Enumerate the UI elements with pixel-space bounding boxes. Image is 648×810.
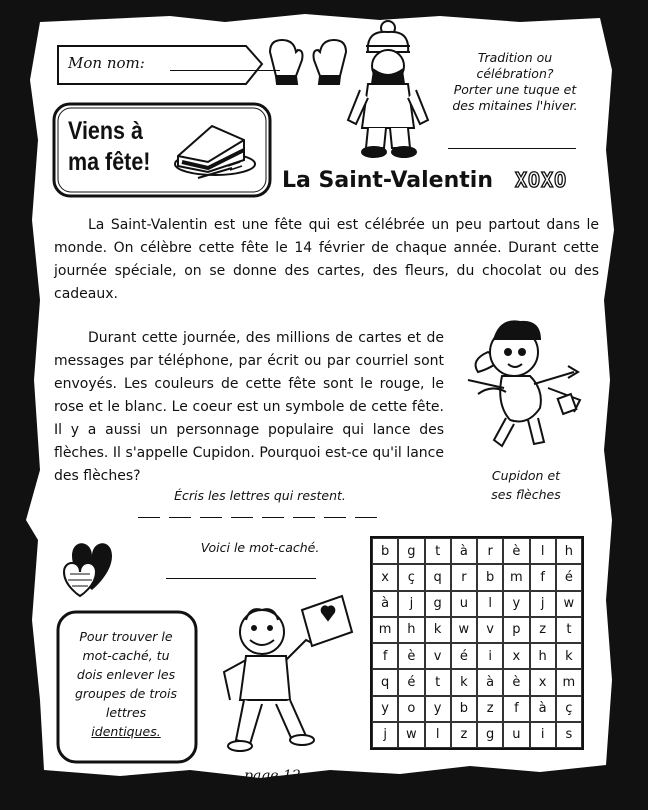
grid-cell[interactable]: q: [425, 564, 451, 590]
xoxo-label: XOXO: [515, 168, 568, 192]
grid-cell[interactable]: é: [556, 564, 582, 590]
answer-blank[interactable]: [138, 515, 160, 518]
cupid-caption: [468, 466, 584, 504]
hint-line: mot-caché, tu: [82, 648, 170, 663]
cupid-illustration: [468, 321, 580, 446]
party-banner: [52, 102, 272, 198]
grid-cell[interactable]: b: [451, 696, 477, 722]
grid-cell[interactable]: j: [372, 722, 398, 748]
mittens-icon: [270, 40, 346, 84]
grid-cell[interactable]: à: [477, 669, 503, 695]
grid-cell[interactable]: t: [556, 617, 582, 643]
party-title: [68, 116, 163, 178]
grid-cell[interactable]: é: [451, 643, 477, 669]
grid-cell[interactable]: l: [530, 538, 556, 564]
grid-cell[interactable]: x: [530, 669, 556, 695]
grid-cell[interactable]: v: [477, 617, 503, 643]
answer-blanks: [138, 515, 377, 518]
paragraph-intro-text: La Saint-Valentin est une fête qui est célébrée un peu partout dans le monde. On célèbre cette fête le 14 février de chaque année. Durant cette journée spéciale, on se donne des cartes, des fleurs, du chocolat ou des cadeaux.: [54, 217, 599, 302]
grid-cell[interactable]: ç: [398, 564, 424, 590]
grid-cell[interactable]: j: [398, 591, 424, 617]
grid-cell[interactable]: à: [451, 538, 477, 564]
grid-cell[interactable]: y: [372, 696, 398, 722]
hidden-word-label: Voici le mot-caché.: [200, 540, 320, 555]
page-title: La Saint-Valentin: [282, 168, 493, 193]
grid-cell[interactable]: p: [503, 617, 529, 643]
answer-blank[interactable]: [262, 515, 284, 518]
hint-line: groupes de trois: [74, 686, 178, 701]
grid-cell[interactable]: x: [372, 564, 398, 590]
name-tag: [50, 40, 260, 90]
grid-cell[interactable]: u: [451, 591, 477, 617]
tradition-answer-line[interactable]: [448, 148, 576, 149]
grid-cell[interactable]: u: [503, 722, 529, 748]
name-input-line[interactable]: [170, 70, 280, 71]
tradition-line: Tradition ou: [477, 50, 553, 65]
party-title-line1: Viens à: [68, 117, 143, 145]
grid-cell[interactable]: b: [372, 538, 398, 564]
grid-cell[interactable]: g: [425, 591, 451, 617]
grid-cell[interactable]: q: [372, 669, 398, 695]
grid-cell[interactable]: m: [372, 617, 398, 643]
grid-cell[interactable]: w: [556, 591, 582, 617]
grid-cell[interactable]: f: [530, 564, 556, 590]
cupid-caption-line1: Cupidon et: [491, 468, 561, 483]
winter-kid-illustration: [348, 21, 428, 157]
letter-grid: [370, 536, 584, 750]
tradition-line: célébration?: [476, 66, 554, 81]
grid-cell[interactable]: k: [556, 643, 582, 669]
grid-cell[interactable]: è: [503, 669, 529, 695]
hearts-icon: [64, 543, 112, 596]
grid-cell[interactable]: é: [398, 669, 424, 695]
grid-cell[interactable]: m: [503, 564, 529, 590]
tradition-question: [440, 50, 590, 114]
answer-blank[interactable]: [169, 515, 191, 518]
grid-cell[interactable]: m: [556, 669, 582, 695]
answer-blank[interactable]: [231, 515, 253, 518]
answer-blank[interactable]: [293, 515, 315, 518]
paragraph-intro: [54, 214, 599, 306]
answer-blank[interactable]: [355, 515, 377, 518]
grid-cell[interactable]: w: [398, 722, 424, 748]
grid-cell[interactable]: k: [451, 669, 477, 695]
grid-cell[interactable]: l: [425, 722, 451, 748]
grid-cell[interactable]: b: [477, 564, 503, 590]
grid-cell[interactable]: h: [398, 617, 424, 643]
hint-box: [62, 615, 190, 757]
tradition-line: des mitaines l'hiver.: [452, 98, 578, 113]
grid-cell[interactable]: t: [425, 669, 451, 695]
activity-instruction: Écris les lettres qui restent.: [174, 488, 346, 503]
grid-cell[interactable]: i: [530, 722, 556, 748]
answer-blank[interactable]: [200, 515, 222, 518]
grid-cell[interactable]: l: [477, 591, 503, 617]
grid-cell[interactable]: è: [398, 643, 424, 669]
grid-cell[interactable]: y: [425, 696, 451, 722]
hint-line-underlined: identiques.: [91, 724, 161, 739]
grid-cell[interactable]: o: [398, 696, 424, 722]
page-number: page 12: [244, 768, 301, 784]
grid-cell[interactable]: à: [372, 591, 398, 617]
hint-text: [70, 627, 182, 741]
grid-cell[interactable]: è: [503, 538, 529, 564]
grid-cell[interactable]: g: [477, 722, 503, 748]
hint-line: lettres: [105, 705, 147, 720]
paragraph-details-text: Durant cette journée, des millions de cartes et de messages par téléphone, par écrit ou par courriel sont envoyés. Les couleurs de cette fête sont le rouge, le rose et le blanc. Le coeur est un symbole de cette fête. Il y a aussi un personnage populaire qui lance des flèches. Il s'appelle Cupidon. Pourquoi est-ce qu'il lance des flèches?: [54, 330, 444, 484]
grid-cell[interactable]: h: [556, 538, 582, 564]
party-title-line2: ma fête!: [68, 148, 151, 176]
grid-cell[interactable]: t: [425, 538, 451, 564]
grid-cell[interactable]: j: [530, 591, 556, 617]
boy-with-card-illustration: [224, 596, 352, 751]
grid-cell[interactable]: f: [503, 696, 529, 722]
answer-blank[interactable]: [324, 515, 346, 518]
grid-cell[interactable]: z: [530, 617, 556, 643]
name-label: Mon nom:: [68, 54, 145, 72]
hidden-word-line[interactable]: [166, 578, 316, 579]
grid-cell[interactable]: i: [477, 643, 503, 669]
cupid-caption-line2: ses flèches: [491, 487, 561, 502]
tradition-line: Porter une tuque et: [453, 82, 577, 97]
hint-line: dois enlever les: [76, 667, 176, 682]
grid-cell[interactable]: ç: [556, 696, 582, 722]
grid-cell[interactable]: y: [503, 591, 529, 617]
grid-cell[interactable]: f: [372, 643, 398, 669]
grid-cell[interactable]: h: [530, 643, 556, 669]
grid-cell[interactable]: à: [530, 696, 556, 722]
grid-cell[interactable]: z: [451, 722, 477, 748]
grid-cell[interactable]: v: [425, 643, 451, 669]
grid-cell[interactable]: r: [451, 564, 477, 590]
grid-cell[interactable]: k: [425, 617, 451, 643]
hint-line: Pour trouver le: [79, 629, 173, 644]
grid-cell[interactable]: r: [477, 538, 503, 564]
grid-cell[interactable]: w: [451, 617, 477, 643]
grid-cell[interactable]: x: [503, 643, 529, 669]
grid-cell[interactable]: g: [398, 538, 424, 564]
paragraph-details: [54, 327, 444, 488]
grid-cell[interactable]: z: [477, 696, 503, 722]
grid-cell[interactable]: s: [556, 722, 582, 748]
